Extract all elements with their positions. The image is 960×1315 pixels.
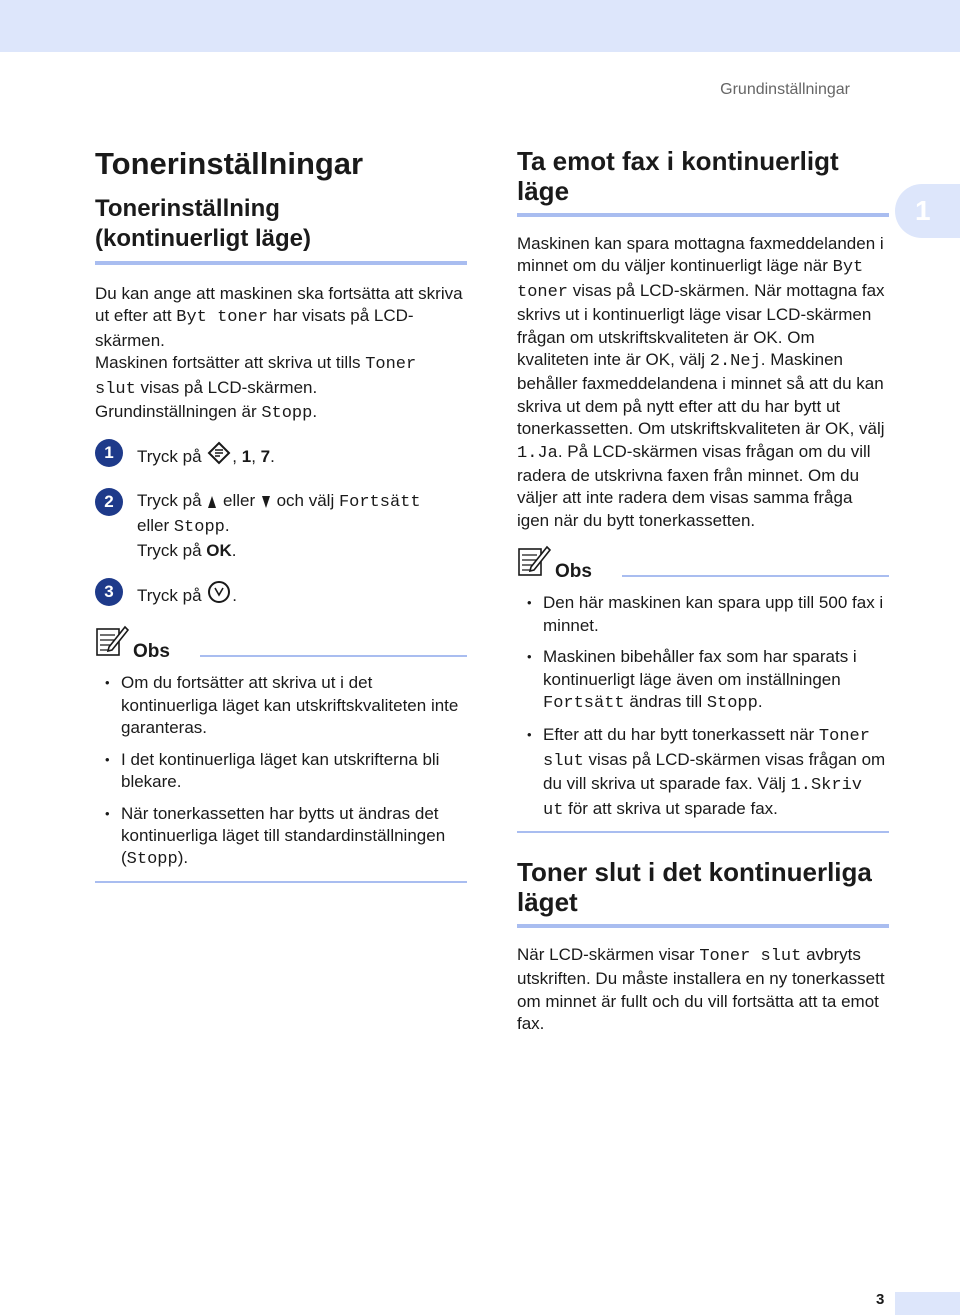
intro-text: Maskinen fortsätter att skriva ut tills	[95, 353, 366, 373]
running-head: Grundinställningar	[720, 81, 850, 98]
section-rule	[517, 213, 889, 217]
section-title-fax-continuous	[517, 146, 889, 206]
menu-key-icon	[207, 441, 231, 471]
section-title-line1: Tonerinställning	[95, 195, 280, 222]
para-text: . På LCD-skärmen visas frågan om du vill radera de utskrivna faxen från minnet. Om du väljer att inte radera dem visas samma fråga igen när du bytt tonerkassetten.	[517, 441, 871, 530]
step-number: 2	[95, 488, 123, 516]
step-1	[95, 441, 467, 471]
note-text: ändras till	[624, 691, 707, 711]
step-text: Tryck på	[137, 540, 207, 560]
note-list	[95, 672, 467, 871]
lcd-text-1-ja: 1.Ja	[517, 443, 558, 463]
note-item: • I det kontinuerliga läget kan utskrifterna bli blekare.	[95, 749, 467, 794]
note-text: När tonerkassetten har bytts ut ändras det kontinuerliga läget till standardinställningen (	[121, 803, 446, 868]
key-7: 7	[260, 447, 271, 467]
para-text: När LCD-skärmen visar	[517, 944, 700, 964]
step-text: ,	[232, 447, 242, 467]
intro-text: visas på LCD-skärmen.	[135, 377, 318, 397]
lcd-text-stopp: Stopp	[261, 404, 313, 424]
note-list	[517, 592, 889, 822]
chapter-number: 1	[915, 195, 931, 226]
key-1: 1	[241, 447, 252, 467]
note-pencil-icon	[95, 623, 129, 662]
para-text: . Maskinen behåller faxmeddelandena i minnet så att du kan skriva ut dem på nytt efter att du har bytt ut tonerkassetten. Om utskriftskvaliteten är OK, välj	[517, 350, 885, 439]
intro-paragraph	[95, 283, 467, 425]
note-end-rule	[517, 831, 889, 833]
arrow-down-icon	[261, 493, 271, 515]
note-title: Obs	[133, 641, 170, 663]
section-title-line1: Ta emot fax i kontinuerligt	[517, 146, 839, 176]
note-item: • Den här maskinen kan spara upp till 500 fax i minnet.	[517, 592, 889, 637]
lcd-text-stopp: Stopp	[126, 850, 178, 870]
step-text: .	[270, 447, 275, 467]
section-rule	[517, 924, 889, 928]
note-text: Maskinen bibehåller fax som har sparats i kontinuerligt läge även om inställningen	[543, 647, 857, 689]
note-text: för att skriva ut sparade fax.	[563, 798, 778, 818]
section-title-toner-setting	[95, 194, 467, 254]
lcd-text-fortsatt: Fortsätt	[543, 693, 625, 713]
key-ok: OK	[206, 540, 232, 560]
para-text: Maskinen kan spara mottagna faxmeddelanden i minnet om du väljer kontinuerligt läge när	[517, 234, 884, 276]
note-item	[95, 803, 467, 872]
lcd-text-1-skriv-ut: 1.Skriv ut	[543, 776, 862, 820]
intro-text: Grundinställningen är	[95, 402, 262, 422]
section-title-line2: (kontinuerligt läge)	[95, 225, 311, 252]
lcd-text-2-nej: 2.Nej	[709, 352, 761, 372]
intro-text: .	[312, 402, 318, 422]
step-text: Tryck på	[137, 586, 207, 606]
top-banner	[0, 0, 960, 52]
note-text: ).	[177, 848, 189, 868]
lcd-text-toner-slut: Toner slut	[543, 727, 870, 771]
step-3	[95, 580, 467, 610]
left-column	[95, 146, 467, 883]
section-rule	[95, 261, 467, 265]
chapter-tab	[895, 184, 960, 238]
note-end-rule	[95, 881, 467, 883]
intro-text: Du kan ange att maskinen ska fortsätta att skriva ut efter att	[95, 284, 463, 326]
step-text: Tryck på	[137, 447, 207, 467]
page-number-bar	[895, 1292, 960, 1315]
lcd-text-stopp: Stopp	[173, 518, 225, 538]
step-text: eller	[218, 490, 260, 510]
intro-text: har visats på LCD-skärmen.	[95, 306, 414, 350]
note-rule	[622, 575, 889, 577]
note-item: • Om du fortsätter att skriva ut i det kontinuerliga läget kan utskriftskvaliteten inte garanteras.	[95, 672, 467, 739]
step-text: ,	[251, 447, 261, 467]
steps-list	[95, 441, 467, 610]
page-title: Tonerinställningar	[95, 146, 364, 181]
note-header	[517, 548, 889, 582]
lcd-text-fortsatt: Fortsätt	[338, 492, 421, 512]
section-title-toner-out	[517, 857, 889, 917]
step-text: .	[224, 516, 230, 536]
note-pencil-icon	[517, 543, 551, 582]
section-title-line2: läge	[517, 176, 570, 206]
lcd-text-stopp: Stopp	[706, 693, 758, 713]
step-text: och välj	[271, 490, 339, 510]
lcd-text-byt-toner: Byt toner	[517, 258, 864, 302]
step-text: .	[231, 540, 237, 560]
para-text: visas på LCD-skärmen. När mottagna fax skrivs ut i kontinuerligt läge visar LCD-skärmen frågan om utskriftskvaliteten är OK. Om kvaliteten inte är OK, välj	[517, 280, 885, 370]
note-header	[95, 628, 467, 662]
note-text: .	[757, 691, 763, 711]
step-2	[95, 490, 467, 562]
toner-out-paragraph	[517, 944, 889, 1036]
note-item	[517, 646, 889, 715]
para-text: avbryts utskriften. Du måste installera en ny tonerkassett om minnet är fullt och du vill fortsätta att ta emot fax.	[517, 944, 885, 1034]
step-text: Tryck på	[137, 490, 207, 510]
note-text: Efter att du har bytt tonerkassett när	[543, 725, 819, 745]
step-number: 3	[95, 578, 123, 606]
note-item	[517, 724, 889, 822]
right-column	[517, 146, 889, 1036]
step-text: eller	[137, 516, 174, 536]
arrow-up-icon	[207, 493, 217, 515]
page-number: 3	[876, 1291, 885, 1308]
lcd-text-byt-toner: Byt toner	[176, 308, 269, 328]
note-rule	[200, 655, 467, 657]
lcd-text-toner-slut: Toner slut	[95, 355, 417, 399]
lcd-text-toner-slut: Toner slut	[699, 946, 802, 966]
step-number: 1	[95, 439, 123, 467]
stop-exit-key-icon	[207, 580, 231, 610]
section-title-line1: Toner slut i det kontinuerliga	[517, 856, 872, 887]
note-title: Obs	[555, 561, 592, 583]
fax-paragraph	[517, 233, 889, 532]
section-title-line2: läget	[517, 886, 578, 917]
note-text: visas på LCD-skärmen visas frågan om du vill skriva ut sparade fax. Välj	[543, 749, 886, 794]
step-text: .	[232, 586, 238, 606]
